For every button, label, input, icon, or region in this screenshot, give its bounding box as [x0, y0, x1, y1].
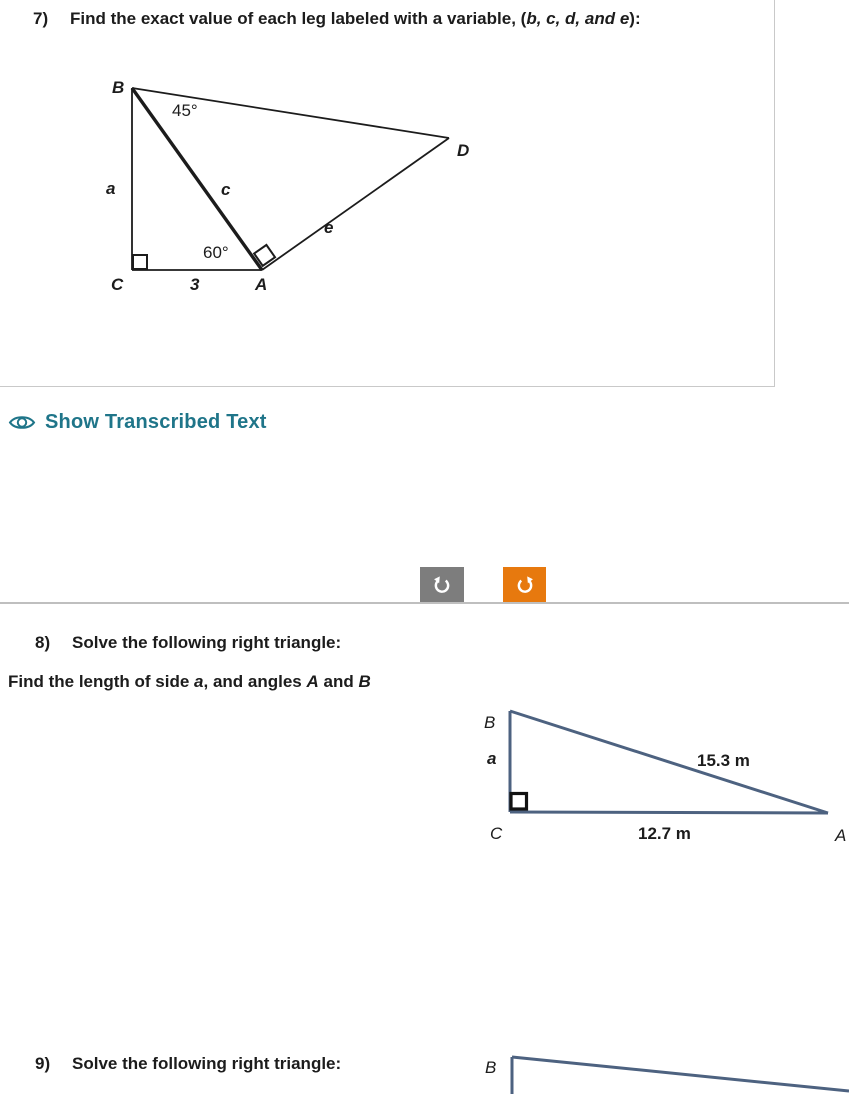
- vertex-label-B: B: [485, 1058, 497, 1077]
- segment-BA: [510, 711, 828, 813]
- section-divider: [0, 602, 849, 604]
- problem8-title: Solve the following right triangle:: [72, 633, 342, 652]
- problem8-number: 8): [35, 633, 51, 652]
- rotate-clockwise-icon: [514, 574, 536, 596]
- problem8-sub-text3: and: [318, 672, 359, 691]
- redo-rotate-button[interactable]: [503, 567, 546, 602]
- problem9-number: 9): [35, 1054, 51, 1073]
- vertex-label-A: A: [835, 826, 847, 845]
- segment-BA-partial: [512, 1057, 849, 1091]
- problem7-text-prefix: Find the exact value of each leg labeled with a variable, (: [70, 9, 527, 28]
- base-label: 12.7 m: [638, 824, 691, 843]
- problem8-sub-var-A: A: [306, 672, 319, 691]
- problem9-statement: [35, 1054, 341, 1074]
- problem7-statement: [33, 9, 641, 29]
- problem7-number: 7): [33, 9, 49, 28]
- vertex-label-C: C: [111, 275, 124, 294]
- side-label-e: e: [324, 218, 334, 237]
- problem9-title: Solve the following right triangle:: [72, 1054, 342, 1073]
- problem8-sub-var-B: B: [358, 672, 371, 691]
- right-angle-marker-C: [511, 794, 527, 810]
- problem8-sub-var-a: a: [194, 672, 204, 691]
- problem7-diagram: [95, 70, 487, 302]
- undo-rotate-button[interactable]: [420, 567, 464, 602]
- segment-AD: [262, 138, 449, 270]
- problem8-diagram: [480, 700, 849, 852]
- vertex-label-B: B: [484, 713, 496, 732]
- angle-label-45: 45°: [172, 101, 198, 120]
- segment-CA: [510, 812, 828, 813]
- problem8-sub-text1: Find the length of side: [8, 672, 195, 691]
- rotate-counterclockwise-icon: [431, 574, 453, 596]
- problem8-sub-text2: , and angles: [203, 672, 307, 691]
- problem8-statement: [35, 633, 341, 653]
- show-transcribed-text-link[interactable]: [8, 411, 267, 434]
- side-label-3: 3: [190, 275, 200, 294]
- right-angle-marker-C: [133, 255, 147, 269]
- hypotenuse-label: 15.3 m: [697, 751, 750, 770]
- vertex-label-B: B: [112, 78, 125, 97]
- vertex-label-C: C: [490, 824, 503, 843]
- problem9-diagram: [480, 1045, 849, 1094]
- angle-label-60: 60°: [203, 243, 229, 262]
- problem7-variables: b, c, d, and e: [526, 9, 630, 28]
- problem8-subtitle: [8, 672, 371, 692]
- vertex-label-A: A: [255, 275, 268, 294]
- eye-icon: [8, 412, 36, 433]
- problem7-text-suffix: ):: [629, 9, 641, 28]
- side-label-c: c: [221, 180, 231, 199]
- vertex-label-D: D: [457, 141, 470, 160]
- side-label-a: a: [106, 179, 116, 198]
- show-transcribed-text-label: Show Transcribed Text: [45, 411, 267, 433]
- side-label-a: a: [487, 749, 497, 768]
